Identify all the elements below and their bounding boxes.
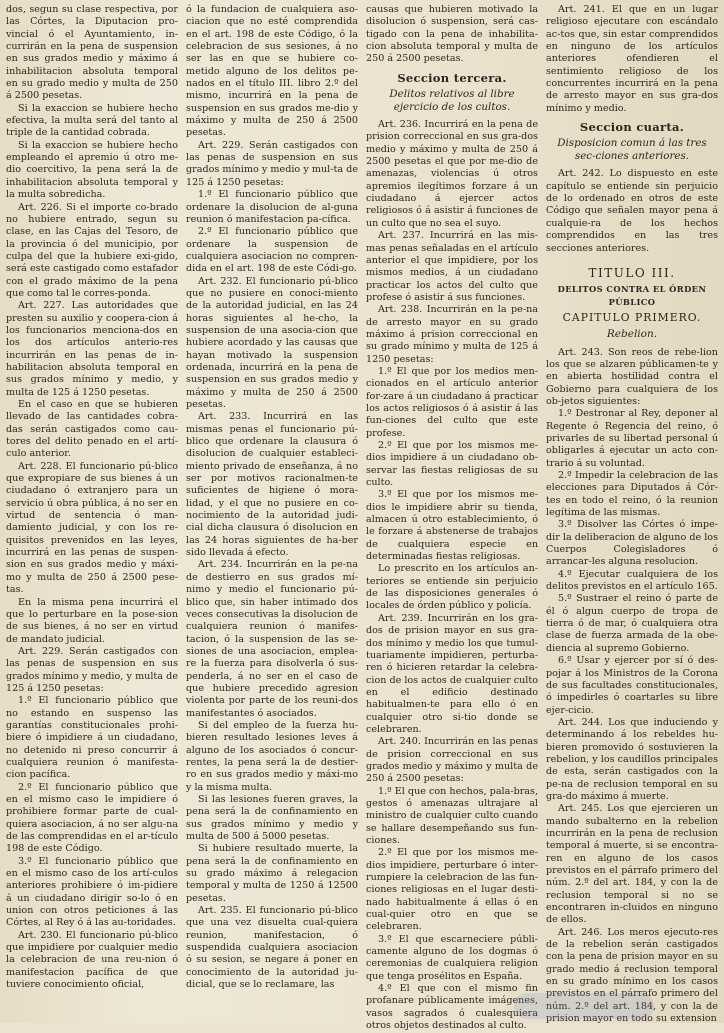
column-3-top [366, 4, 538, 66]
text-columns [6, 4, 718, 1032]
section-subtitle: Delitos relativos al libre ejercicio de los cultos. [389, 88, 515, 113]
paragraph: 1.º El que con hechos, pala-bras, gestos ó amenazas ultrajare al ministro de cualquier culto cuando se hallare desempeñando sus fun-ciones. [366, 785, 538, 846]
paragraph: Art. 233. Incurrirá en las mismas penas el funcionario pú-blico que ordenare la clausura ó disolucion de cualquier estableci-miento privado de enseñanza, á no ser por motivos racionalmen-te suficientes de higiene ó mora-lidad, y el que no pusiere en co-nocimiento de la autoridad judi-cial dicha clausura ó disolucion en las 24 horas siguientes de ha-ber sido llevada á efecto. [186, 411, 358, 559]
paragraph: Art. 246. Los meros ejecuto-res de la rebelion serán castigados con la pena de prision mayor en su grado medio á reclusion temporal en su grado mínimo en los casos previstos en el párrafo primero del núm. 2.º del art. 184, y con la de prision mayor en todo su extension [546, 926, 718, 1025]
paragraph: 5.º Sustraer el reino ó parte de él ó algun cuerpo de tropa de tierra ó de mar, ó cualquiera otra clase de fuerza armada de la obe-diencia al supremo Gobierno. [546, 593, 718, 654]
paragraph: Art. 230. El funcionario pú-blico que impidiere por cualquier medio la celebracion de una reu-nion ó manifestacion pacífica de que tuviere conocimiento oficial, [6, 929, 178, 991]
paragraph: Art. 229. Serán castigados con las penas de suspension en sus grados mínimo y medio y mul-ta de 125 á 1250 pesetas: [186, 139, 358, 188]
paragraph: Art. 239. Incurrirán en los gra-dos de prision mayor en sus gra-dos mínimo y medio los que tumul-tuariamente impidieren, perturba-ren ó hicieren retardar la celebra-cion de los actos de cualquier culto en el edificio destinado habitualmen-te para ello ó en cualquier otro si-tio donde se celebraren. [366, 612, 538, 735]
column-3-body [366, 119, 538, 1032]
paragraph: Si la exaccion se hubiere hecho empleando el apremio ú otro me-dio coercitivo, la pena será la de inhabilitacion absoluta temporal y la multa sobredicha. [6, 139, 178, 201]
column-4-mid [546, 168, 718, 254]
paragraph: Si del empleo de la fuerza hu-bieren resultado lesiones leves á alguno de los asociados ó concur-rentes, la pena será la de destier-ro en sus grados medio y máxi-mo y la misma multa. [186, 719, 358, 793]
paragraph: 3.º El que por los mismos me-dios le impidiere abrir su tienda, almacen ú otro establecimiento, ó le forzare á abstenerse de trabajos de cualquiera especie en determinadas fiestas religiosas. [366, 489, 538, 563]
paragraph: Art. 241. El que en un lugar religioso ejecutare con escándalo ac-tos que, sin estar comprendidos en ninguno de los artículos anteriores ofendieren el sentimiento religioso de los concurrentes incurrirá en la pena de arresto mayor en sus gra-dos mínimo y medio. [546, 4, 718, 114]
paragraph: Art. 228. El funcionario pú-blico que expropiare de sus bienes á un ciudadano ó extranjero para un servicio ú obra pública, á no ser en virtud de sentencia ó man-damiento judicial, y con los re-quisitos prevenidos en las leyes, incurrirá en las penas de suspen-sion en sus grados medio y máxi-mo y multa de 250 á 2500 pese-tas. [6, 460, 178, 596]
paragraph: Si las lesiones fueren graves, la pena será la de confinamiento en sus grados mínimo y medio y multa de 500 á 5000 pesetas. [186, 794, 358, 843]
paragraph: 1.º El funcionario público que ordenare la disolucion de al-guna reunion ó manifestacion pa-cífica. [186, 189, 358, 225]
chapter-subheading: Rebelion. [606, 328, 658, 341]
paragraph: 1.º El funcionario público que no estando en suspenso las garantías constitucionales prohi-biere ó impidiere á un ciudadano, no detenido ni preso concurrir á cualquiera reunion ó manifesta-cion pacífica. [6, 695, 178, 781]
paragraph: Art. 245. Los que ejercieren un mando subalterno en la rebelion incurrirán en la pena de reclusion temporal á muerte, si se encontra-ren en alguno de los casos previstos en el párrafo primero del núm. 2.º del art. 184, y con la de reclusion temporal si no se encontraren in-cluidos en ninguno de ellos. [546, 803, 718, 926]
paragraph: causas que hubieren motivado la disolucion ó suspension, será cas-tigado con la pena de inhabilita-cion absoluta temporal y multa de 250 á 2500 pesetas. [366, 4, 538, 65]
paragraph: Art. 238. Incurrirán en la pe-na de arresto mayor en su grado máximo á prision correccional en su grado mínimo y multa de 125 á 1250 pesetas: [366, 304, 538, 365]
paragraph: Art. 236. Incurrirá en la pena de prision correccional en sus gra-dos medio y máximo y multa de 250 á 2500 pesetas el que por me-dio de amenazas, violencias ú otros apremios ilegítimos forzare á un ciudadano á ejercer actos religiosos ó á asistir á funciones de un culto que no sea el suyo. [366, 119, 538, 229]
section-subtitle: Disposicion comun á las tres sec-ciones anteriores. [557, 137, 707, 162]
paragraph: Art. 237. Incurrirá en las mis-mas penas señaladas en el artículo anterior el que impidiere, por los mismos medios, á un ciudadano practicar los actos del culto que profese ó asistir á sus funciones. [366, 230, 538, 303]
paragraph: 2.º El que por los mismos me-dios impidiere, perturbare ó inter-rumpiere la celebracion de las fun-ciones religiosas en el lugar desti-nado habitualmente á ellas ó en cual-quier otro en que se celebraren. [366, 847, 538, 933]
paragraph: 3.º Disolver las Córtes ó impe-dir la deliberacion de alguno de los Cuerpos Colegisladores ó arrancar-les alguna resolucion. [546, 519, 718, 568]
chapter-heading: CAPITULO PRIMERO. [562, 310, 702, 324]
section-title: Seccion cuarta. [579, 120, 685, 135]
column-3 [366, 4, 538, 1032]
paragraph: Si la exaccion se hubiere hecho efectiva, la multa será del tanto al triple de la cantidad cobrada. [6, 102, 178, 139]
paragraph: 2.º El funcionario público que en el mismo caso le impidiere ó prohibiere formar parte de cual-quiera asociacion, á no ser algu-na de las comprendidas en el ar-tículo 198 de este Código. [6, 781, 178, 855]
paragraph: dos, segun su clase respectiva, por las Córtes, la Diputacion pro-vincial ó el Ayuntamiento, in-currirán en la pena de suspension en sus grados medio y máximo á inhabilitacion absoluta temporal en su grado medio y multa de 250 á 2500 pesetas. [6, 4, 178, 102]
paragraph: ó la fundacion de cualquiera aso-ciacion que no esté comprendida en el art. 198 de este Código, ó la celebracion de sus sesiones, á no ser las en que se hubiere co-metido alguno de los delitos pe-nados en el título III. libro 2.º del mismo, incurrirá en la pena de suspension en sus grados me-dio y máximo y multa de 250 á 2500 pesetas. [186, 4, 358, 139]
column-4-body [546, 347, 718, 1026]
paragraph: 6.º Usar y ejercer por sí ó des-pojar á los Ministros de la Corona de sus facultades constitucionales, ó impedirles ó coartarles su libre ejer-cicio. [546, 655, 718, 716]
column-4-top [546, 4, 718, 115]
paragraph: 2.º El que por los mismos me-dios impidiere á un ciudadano ob-servar las fiestas religiosas de su culto. [366, 440, 538, 489]
paragraph: Art. 235. El funcionario pú-blico que una vez disuelta cual-quiera reunion, manifestacion, ó suspendida cualquiera asociacion ó su sesion, se negare á poner en conocimiento de la autoridad ju-dicial, que se lo reclamare, las [186, 905, 358, 991]
paragraph: 1.º Destronar al Rey, deponer al Regente ó Regencia del reino, ó privarles de su libertad personal ú obligarles á ejecutar un acto con-trario á su voluntad. [546, 408, 718, 469]
section-title: Seccion tercera. [397, 70, 507, 85]
column-4 [546, 4, 718, 1025]
paragraph: 3.º El funcionario público que en el mismo caso de los artí-culos anteriores prohibiere ó im-pidiere á un ciudadano dirigir so-lo ó en union con otros peticiones á las Córtes, al Rey ó á las au-toridades. [6, 855, 178, 929]
paragraph: 1.º El que por los medios men-cionados en el artículo anterior for-zare á un ciudadano á practicar los actos religiosos ó á asistir á las fun-ciones del culto que este profese. [366, 365, 538, 439]
paragraph: 4.º Ejecutar cualquiera de los delitos previstos en el artículo 165. [546, 568, 718, 593]
paragraph: 3.º El que escarneciere públi-camente alguno de los dogmas ó ceremonias de cualquiera religion que tenga prosélitos en España. [366, 933, 538, 982]
paragraph: Art. 227. Las autoridades que presten su auxilio y coopera-cion á los funcionarios menciona-dos en los dos artículos anterio-res incurrirán en las penas de in-habilitacion absoluta temporal en sus grados mínimo y medio, y multa de 125 á 1250 pesetas. [6, 300, 178, 398]
paragraph: En la misma pena incurrirá el que lo perturbare en la pose-sion de sus bienes, á no ser en virtud de mandato judicial. [6, 596, 178, 645]
title-subheading: DELITOS CONTRA EL ÓRDEN PÚBLICO [557, 284, 707, 307]
paragraph: 2.º Impedir la celebracion de las elecciones para Diputados á Cór-tes en todo el reino, ó la reunion legítima de las mismas. [546, 470, 718, 519]
paragraph: 2.º El funcionario público que ordenare la suspension de cualquiera asociacion no compren-dida en el art. 198 de este Códi-go. [186, 226, 358, 275]
column-2 [186, 4, 358, 1019]
paragraph: Art. 226. Si el importe co-brado no hubiere entrado, segun su clase, en las Cajas del Tesoro, de la provincia ó del municipio, por culpa del que la hubiere exi-gido, será este castigado como estafador con el grado máximo de la pena que como tal le corres-ponda. [6, 201, 178, 299]
paragraph: Art. 229. Serán castigados con las penas de suspension en sus grados mínimo y medio, y multa de 125 á 1250 pesetas: [6, 645, 178, 694]
paragraph: Art. 244. Los que induciendo y determinando á los rebeldes hu-bieren promovido ó sostuvieren la rebelion, y los caudillos principales de esta, serán castigados con la pe-na de reclusion temporal en su gra-do máximo á muerte. [546, 716, 718, 802]
paragraph: En el caso en que se hubieren llevado de las cantidades cobra-das serán castigados como cau-tores del delito penado en el artí-culo anterior. [6, 399, 178, 460]
paragraph: Art. 232. El funcionario pú-blico que no pusiere en conoci-miento de la autoridad judicial, en las 24 horas siguientes al he-cho, la suspension de una asocia-cion que hubiere acordado y las causas que hayan motivado la suspension ordenada, incurrirá en la pena de suspension en sus grados medio y máximo y multa de 250 á 2500 pesetas. [186, 275, 358, 410]
column-1 [6, 4, 178, 1019]
paragraph: Art. 242. Lo dispuesto en este capítulo se entiende sin perjuicio de lo ordenado en otros de este Código que señalen mayor pena á cualquie-ra de los hechos comprendidos en las tres secciones anteriores. [546, 168, 718, 254]
paragraph: Art. 240. Incurrirán en las penas de prision correccional en sus grados medio y máximo y multa de 250 á 2500 pesetas: [366, 736, 538, 785]
paragraph: Art. 243. Son reos de rebe-lion los que se alzaren públicamen-te y en abierta hostilidad contra el Gobierno para cualquiera de los ob-jetos siguientes: [546, 346, 718, 407]
paragraph: 4.º El que con el mismo fin profanare públicamente imágenes, vasos sagrados ó cualesquiera otros objetos destinados al culto. [366, 983, 538, 1032]
paragraph: Si hubiere resultado muerte, la pena será la de confinamiento en su grado máximo á relegacion temporal y multa de 1250 á 12500 pesetas. [186, 843, 358, 904]
paragraph: Art. 234. Incurrirán en la pe-na de destierro en sus grados mí-nimo y medio el funcionario pú-blico que, sin haber intimado dos veces consecutivas la disolucion de cualquiera reunion ó manifes-tacion, ó la suspension de las se-siones de una asociacion, emplea-re la fuerza para disolverla ó sus-penderla, á no ser en el caso de que hubiere precedido agresion violenta por parte de los reuni-dos manifestantes ó asociados. [186, 559, 358, 719]
title-heading: TITULO III. [588, 265, 676, 280]
paragraph: Lo prescrito en los artículos an-teriores se entiende sin perjuicio de las disposiciones generales ó locales de órden público y policía. [366, 563, 538, 612]
